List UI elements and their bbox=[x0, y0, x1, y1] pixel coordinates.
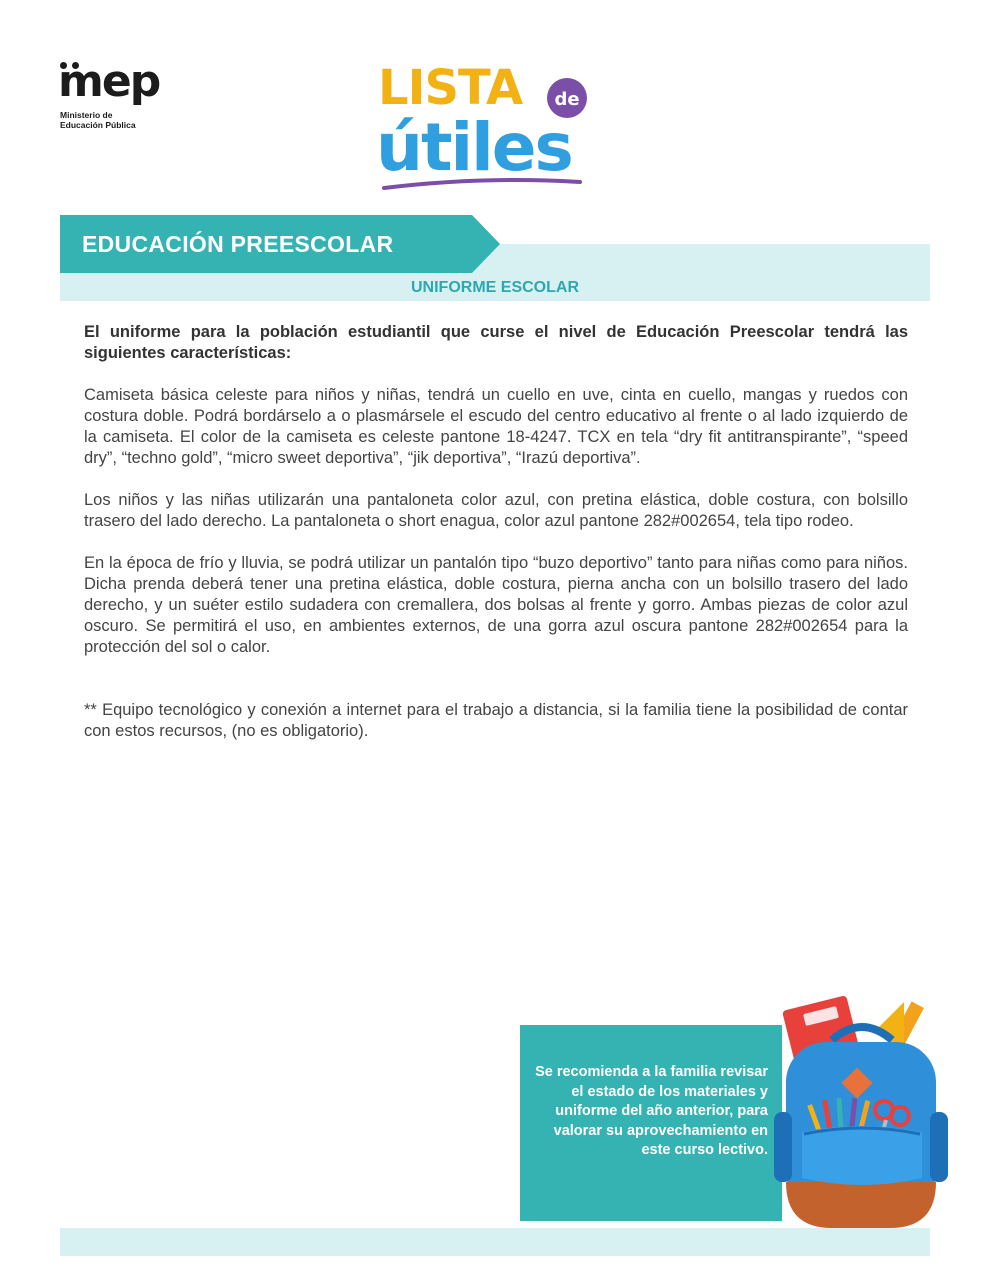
paragraph-shorts: Los niños y las niñas utilizarán una pantaloneta color azul, con pretina elástica, doble costura, con bolsillo trasero del lado derecho. La pantaloneta o short enagua, color azul pantone 282#002654, tela tipo rodeo. bbox=[84, 491, 908, 530]
content-body bbox=[84, 322, 908, 763]
paragraph-shirt: Camiseta básica celeste para niños y niñas, tendrá un cuello en uve, cinta en cuello, mangas y ruedos con costura doble. Podrá bordárselo a o plasmársele el escudo del centro educativo al frente o al lado izquierdo de la camiseta. El color de la camiseta es celeste pantone 18-4247. TCX en tela “dry fit antitranspirante”, “speed dry”, “techno gold”, “micro sweet deportiva”, “jik deportiva”, “Irazú deportiva”. bbox=[84, 386, 908, 467]
mep-logo bbox=[58, 56, 178, 140]
paragraph-cold-weather: En la época de frío y lluvia, se podrá utilizar un pantalón tipo “buzo deportivo” tanto para niñas como para niños. Dicha prenda deberá tener una pretina elástica, doble costura, pierna ancha con un bolsillo trasero del lado derecho, y un suéter estilo sudadera con cremallera, dos bolsas al frente y gorro. Ambas piezas de color azul oscuro. Se permitirá el uso, en ambientes externos, de una gorra azul oscura pantone 282#002654 para la protección del sol o calor. bbox=[84, 554, 908, 656]
note-paragraph: ** Equipo tecnológico y conexión a internet para el trabajo a distancia, si la familia tiene la posibilidad de contar con estos recursos, (no es obligatorio). bbox=[84, 701, 908, 740]
recommendation-text: Se recomienda a la familia revisar el estado de los materiales y uniforme del año anterior, para valorar su aprovechamiento en este curso lectivo. bbox=[535, 1064, 768, 1158]
recommendation-box bbox=[520, 1025, 782, 1221]
section-banner bbox=[60, 215, 500, 273]
mep-logo-word: mep bbox=[58, 56, 160, 107]
lead-paragraph: El uniforme para la población estudiantil que curse el nivel de Educación Preescolar tendrá las siguientes características: bbox=[84, 323, 908, 362]
section-subtitle: UNIFORME ESCOLAR bbox=[411, 279, 579, 296]
mep-sub-line2: Educación Pública bbox=[60, 120, 136, 130]
section-title: EDUCACIÓN PREESCOLAR bbox=[82, 231, 394, 257]
de-word: de bbox=[554, 89, 580, 110]
lista-de-utiles-logo bbox=[374, 58, 624, 198]
mep-logo-subtitle bbox=[60, 110, 136, 130]
bottom-strip bbox=[60, 1228, 930, 1256]
utiles-word: útiles bbox=[376, 109, 572, 186]
backpack-icon bbox=[772, 992, 952, 1232]
lista-word: LISTA bbox=[378, 60, 523, 116]
mep-sub-line1: Ministerio de bbox=[60, 110, 113, 120]
